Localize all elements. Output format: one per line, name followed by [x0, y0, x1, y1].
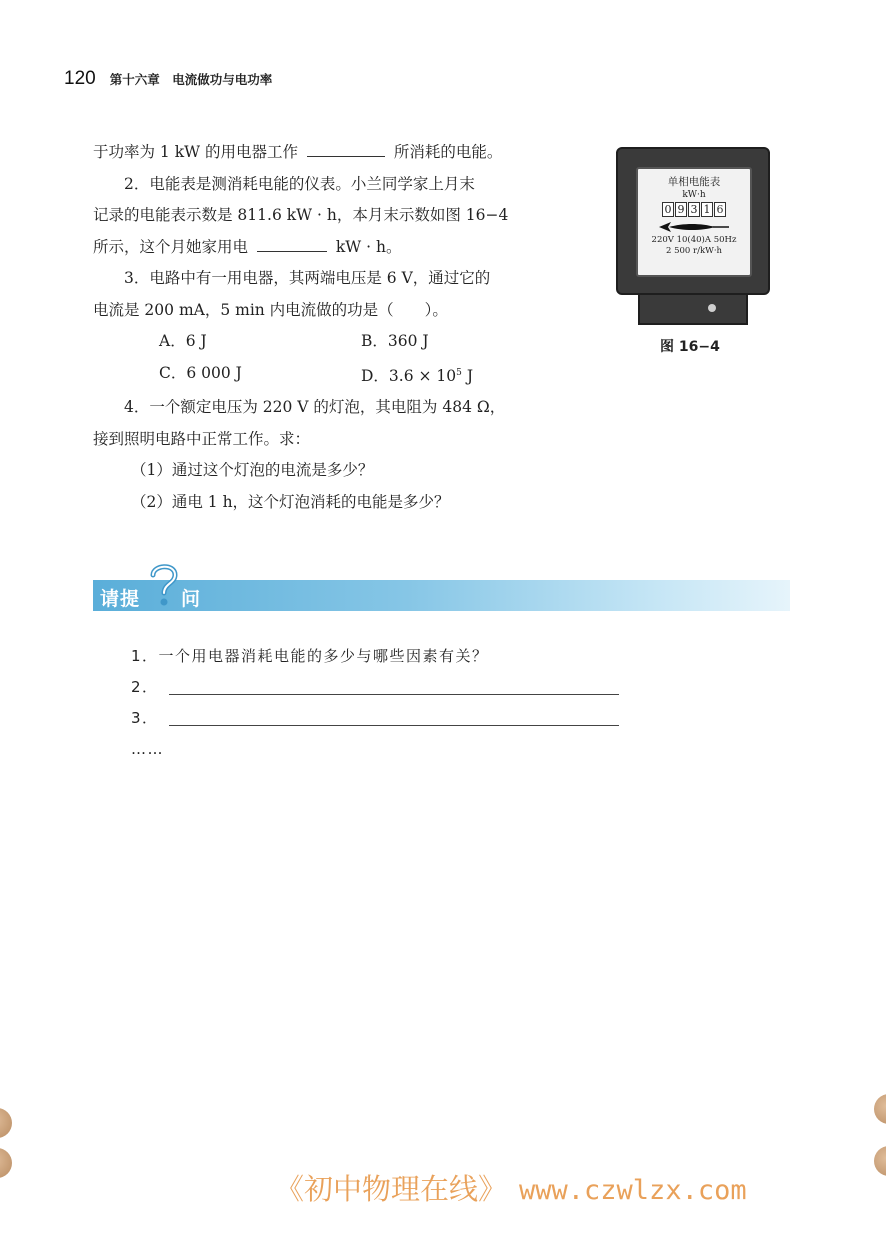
- meter-spec: 2 500 r/kW·h: [665, 246, 723, 256]
- list-item: 3．: [131, 703, 619, 734]
- meter-digit: 6: [714, 202, 726, 217]
- watermark: [275, 1167, 747, 1208]
- fill-in-line: [169, 681, 619, 695]
- question-list: [131, 641, 619, 765]
- meter-digits: [638, 202, 750, 217]
- q3-line: 3．电路中有一用电器，其两端电压是 6 V，通过它的: [124, 269, 491, 287]
- ellipsis: ……: [131, 740, 164, 758]
- screw-icon: [708, 304, 716, 312]
- option-d: D．$3.6 \times 10^5$ J: [361, 366, 474, 385]
- page-header: [64, 68, 272, 90]
- q4-subquestion: （1）通过这个灯泡的电流是多少？: [131, 461, 374, 480]
- page-decoration: [874, 1094, 886, 1124]
- fill-in-line: [169, 712, 619, 726]
- option-a: A．6 J: [159, 332, 207, 350]
- q2-line: 2．电能表是测消耗电能的仪表。小兰同学家上月末: [124, 174, 475, 193]
- question-mark-icon: [147, 561, 181, 609]
- banner-text: 请提: [100, 588, 141, 610]
- q3-line: 电流是 200 mA，5 min 内电流做的功是（ ）。: [93, 300, 448, 319]
- figure-caption: 图 16−4: [660, 339, 720, 355]
- watermark-name: 《初中物理在线》: [275, 1172, 508, 1206]
- page-number: 120: [64, 68, 96, 89]
- meter-unit: kW·h: [682, 190, 706, 200]
- q3-options: [93, 358, 563, 393]
- rotating-disc-icon: [657, 221, 731, 233]
- electricity-meter-figure: [616, 147, 770, 325]
- q2-line: 记录的电能表示数是 811.6 kW · h，本月末示数如图 16−4: [93, 206, 509, 224]
- meter-base: [638, 295, 748, 325]
- exercise-text: [93, 137, 563, 518]
- q4-line: 接到照明电路中正常工作。求：: [93, 429, 311, 448]
- q4-subquestion: （2）通电 1 h，这个灯泡消耗的电能是多少？: [131, 492, 450, 511]
- answer-blank: [257, 236, 327, 252]
- meter-spec: 220V 10(40)A 50Hz: [651, 235, 737, 245]
- q4-line: 4．一个额定电压为 220 V 的灯泡，其电阻为 484 Ω，: [124, 398, 506, 417]
- list-item: 1．一个用电器消耗电能的多少与哪些因素有关？: [131, 647, 489, 665]
- page-decoration: [0, 1108, 12, 1138]
- meter-digit: 3: [688, 202, 700, 217]
- chapter-title: 第十六章 电流做功与电功率: [109, 72, 273, 87]
- meter-casing: [616, 147, 770, 295]
- banner-text: 问: [181, 588, 201, 610]
- option-c: C．6 000 J: [159, 363, 242, 382]
- section-banner: [93, 580, 790, 611]
- q2-line: 所示，这个月她家用电 kW · h。: [93, 237, 402, 256]
- list-item: 2．: [131, 672, 619, 703]
- meter-title: 单相电能表: [667, 176, 721, 188]
- meter-digit: 9: [675, 202, 687, 217]
- answer-blank: [307, 141, 385, 157]
- watermark-url: www.czwlzx.com: [519, 1175, 747, 1206]
- q1-continuation: 于功率为 1 kW 的用电器工作 所消耗的电能。: [93, 143, 503, 161]
- page-decoration: [874, 1146, 886, 1176]
- meter-digit: 1: [701, 202, 713, 217]
- option-b: B．360 J: [361, 332, 429, 350]
- q3-options: [93, 326, 563, 358]
- page-decoration: [0, 1148, 12, 1178]
- meter-digit: 0: [662, 202, 674, 217]
- meter-face: [636, 167, 752, 277]
